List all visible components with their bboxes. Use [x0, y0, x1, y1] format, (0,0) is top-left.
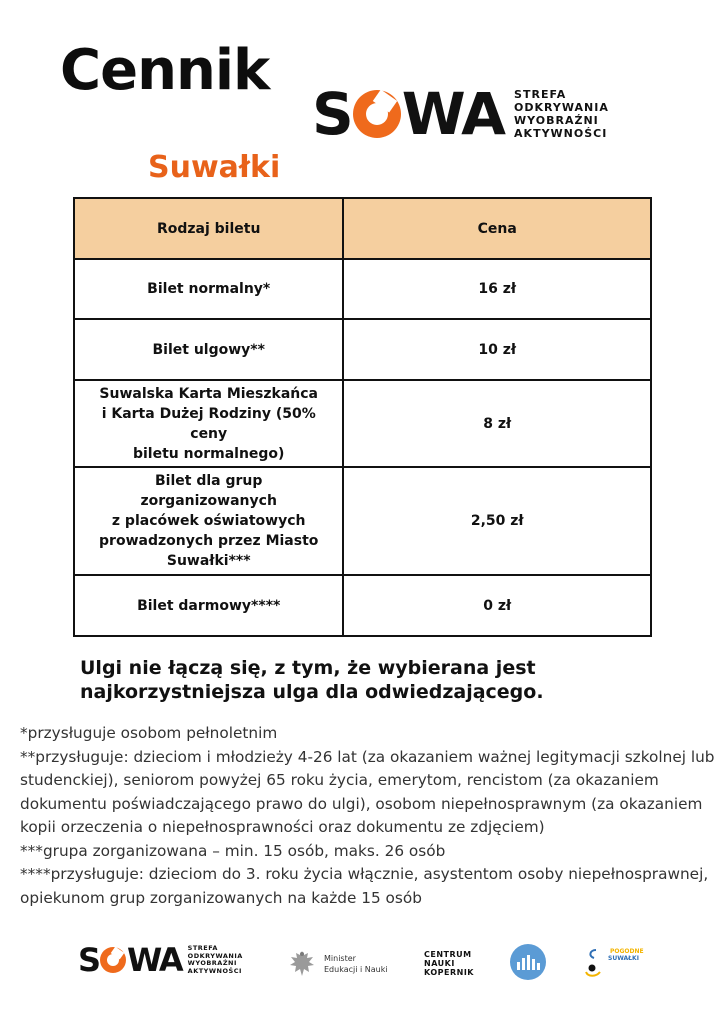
ticket-type-cell: Bilet normalny*: [74, 259, 343, 319]
ticket-type-line: biletu normalnego): [132, 445, 285, 462]
table-header-row: [74, 198, 651, 259]
price-cell: 2,50 zł: [343, 467, 651, 575]
ministry-text: [324, 953, 388, 975]
page-title: Cennik: [60, 38, 270, 103]
pogodne-suwalki-logo-icon: [582, 946, 642, 980]
tagline-line: ODKRYWANIA: [514, 101, 609, 114]
price-cell: 0 zł: [343, 575, 651, 636]
pogodne-text: POGODNE: [610, 948, 644, 955]
price-cell: 10 zł: [343, 319, 651, 380]
tagline-line: AKTYWNOŚCI: [187, 966, 242, 975]
ticket-type-line: prowadzonych przez Miasto: [99, 533, 319, 549]
partner-logos-footer: [40, 934, 690, 994]
city-subtitle: Suwałki: [148, 150, 281, 185]
footnote-line: kopii orzeczenia o niepełnosprawności oraz dokumentu ze zdjęciem): [20, 818, 545, 836]
sowa-logo-word: [312, 80, 505, 148]
sowa-logo-o-icon: [353, 90, 401, 138]
tagline-line: STREFA: [514, 88, 567, 101]
footer-sowa-word: [78, 941, 182, 979]
ministry-line: Minister: [324, 954, 356, 963]
ticket-type-line: z placówek oświatowych: [111, 513, 306, 529]
sowa-logo-tagline: [514, 88, 609, 140]
table-row: [74, 259, 651, 319]
table-row: [74, 319, 651, 380]
tagline-line: WYOBRAŹNI: [187, 959, 237, 967]
footer-sowa-letters-wa: WA: [127, 941, 182, 979]
tagline-line: STREFA: [187, 944, 218, 952]
ministry-line: Edukacji i Nauki: [324, 965, 388, 974]
price-table: [73, 197, 652, 637]
discount-note: [80, 656, 640, 704]
footnote-line: dokumentu poświadczającego prawo do ulgi), osobom niepełnosprawnym (za okazaniem: [20, 794, 703, 813]
footnote-line: ****przysługuje: dzieciom do 3. roku życia włącznie, asystentom osoby niepełnosprawnej,: [20, 865, 709, 883]
ministry-logo: [288, 948, 388, 980]
footnote-line: ***grupa zorganizowana – min. 15 osób, maks. 26 osób: [20, 841, 446, 860]
sowa-logo: [312, 78, 652, 150]
ticket-type-line: i Karta Dużej Rodziny (50% ceny: [101, 405, 316, 442]
footer-sowa-logo: [78, 941, 243, 979]
footnote-line: *przysługuje osobom pełnoletnim: [20, 724, 278, 742]
table-row: [74, 575, 651, 636]
ticket-type-cell: [74, 380, 343, 467]
header-ticket-type: Rodzaj biletu: [74, 198, 343, 259]
ticket-type-cell: Bilet darmowy****: [74, 575, 343, 636]
table-row: [74, 380, 651, 467]
footer-sowa-tagline: [188, 945, 243, 975]
tagline-line: ODKRYWANIA: [187, 951, 243, 960]
tagline-line: AKTYWNOŚCI: [514, 127, 608, 140]
footer-sowa-o-icon: [100, 947, 126, 973]
footnotes: [20, 722, 720, 910]
note-line: Ulgi nie łączą się, z tym, że wybierana jest: [80, 657, 536, 679]
cnk-line: CENTRUM: [424, 950, 472, 959]
footnote-line: **przysługuje: dzieciom i młodzieży 4-26 lat (za okazaniem ważnej legitymacji szkolnej lub: [20, 747, 715, 766]
price-cell: 8 zł: [343, 380, 651, 467]
pogodne-swirl-icon: [582, 946, 608, 980]
footer-sowa-letter-s: S: [78, 941, 100, 979]
tagline-line: WYOBRAŹNI: [514, 114, 599, 127]
ticket-type-line: Suwalska Karta Mieszkańca: [99, 385, 318, 402]
sowa-logo-letter-s: S: [312, 80, 352, 148]
bar-chart-circle-icon: [510, 944, 546, 980]
suwalki-text: SUWAŁKI: [608, 955, 639, 962]
ticket-type-line: Suwałki***: [166, 553, 251, 569]
eagle-emblem-icon: [288, 948, 316, 980]
table-row: [74, 467, 651, 575]
cnk-line: NAUKI: [424, 959, 455, 968]
footnote-line: opiekunom grup zorganizowanych na każde 15 osób: [20, 888, 422, 907]
ticket-type-cell: Bilet ulgowy**: [74, 319, 343, 380]
footnote-line: studenckiej), seniorom powyżej 65 roku życia, emerytom, rencistom (za okazaniem: [20, 771, 659, 789]
cnk-line: KOPERNIK: [424, 968, 474, 977]
cnk-logo: [424, 950, 474, 977]
ticket-type-line: Bilet dla grup zorganizowanych: [140, 473, 277, 509]
note-line: najkorzystniejsza ulga dla odwiedzającego.: [80, 681, 544, 703]
price-cell: 16 zł: [343, 259, 651, 319]
sowa-logo-letters-wa: WA: [401, 80, 505, 148]
ticket-type-cell: [74, 467, 343, 575]
header-price: Cena: [343, 198, 651, 259]
